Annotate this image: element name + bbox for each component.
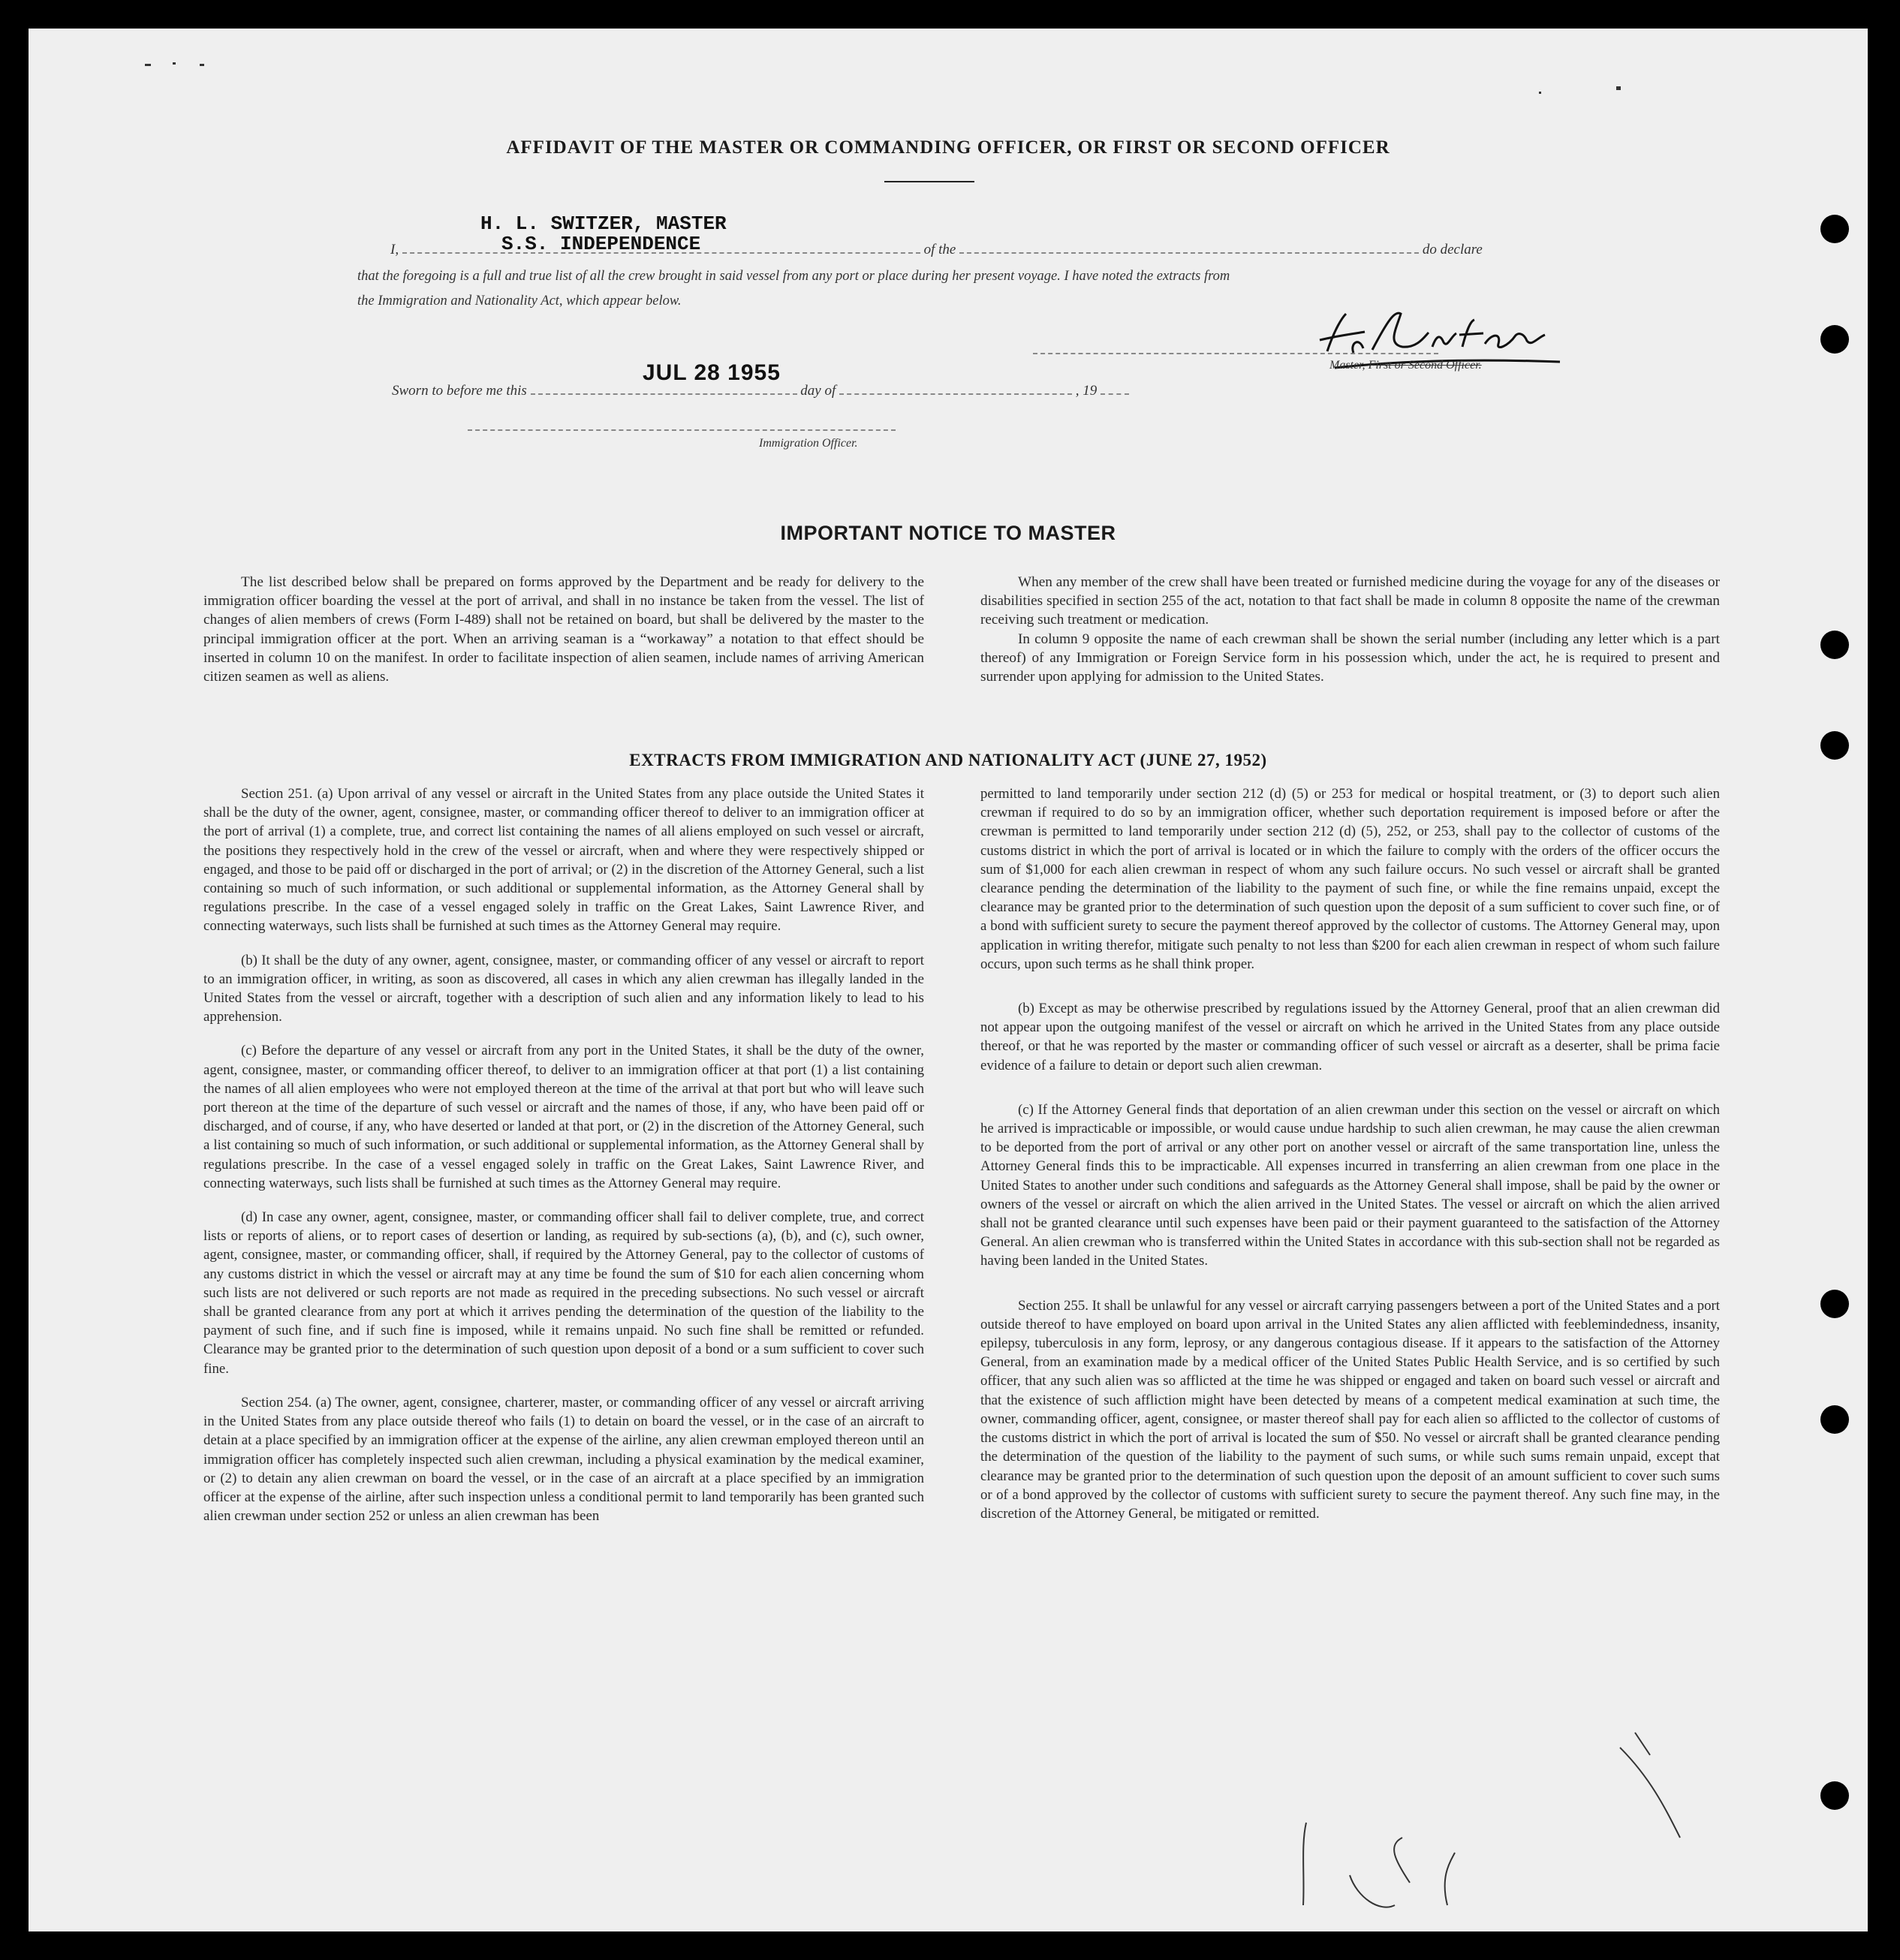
signature-caption <box>1329 359 1482 372</box>
typed-vessel: S.S. INDEPENDENCE <box>501 233 701 255</box>
extracts-right-column <box>980 784 1720 1523</box>
scan-speck <box>1616 86 1621 90</box>
immigration-officer-label: Immigration Officer. <box>759 437 858 450</box>
section-255: Section 255. It shall be unlawful for any vessel or aircraft carrying passengers between a port of the United States and a port outside thereof to have employed on board upon arrival in the United States any alien afflicted with feeblemindedness, insanity, epilepsy, tuberculosis in any form, leprosy, or any dangerous contagious disease. If it appears to the satisfaction of the Attorney General, from an examination made by a medical officer of the United States Public Health Service, and is so certified by such officer, that any such alien was so afflicted at the time he was shipped or engaged and taken on board such vessel or aircraft and that the existence of such affliction might have been detected by means of a competent medical examination at such time, the owner, commanding officer, agent, consignee, or master thereof shall pay for each alien so afflicted to the collector of customs of the customs district in which the port of arrival is located the sum of $50. No vessel or aircraft shall be granted clearance pending the determination of the question of the liability to the payment of such sums, or while such sums remain unpaid, except that clearance may be granted prior to the determination of such question upon the deposit of an amount sufficient to cover such sums or of a bond approved by the collector of customs with sufficient surety to secure the payment thereof. Any such fine may, in the discretion of the Attorney General, be mitigated or remitted. <box>980 1297 1720 1522</box>
notice-title: IMPORTANT NOTICE TO MASTER <box>780 522 1116 544</box>
punch-hole <box>1820 215 1849 243</box>
vessel-blank <box>959 252 1419 254</box>
punch-hole <box>1820 1405 1849 1434</box>
sworn-day-blank <box>531 393 797 395</box>
affidavit-title: AFFIDAVIT OF THE MASTER OR COMMANDING OFFICER, OR FIRST OR SECOND OFFICER <box>506 137 1390 158</box>
notice-right-paragraph-2: In column 9 opposite the name of each crewman shall be shown the serial number (including any letter which is a part thereof) of any Immigration or Foreign Service form in his possession which, under the act, he is required to present and surrender upon applying for admission to the United States. <box>980 631 1720 685</box>
punch-hole <box>1820 631 1849 659</box>
section-254a-continued: permitted to land temporarily under section 212 (d) (5) or 253 for medical or hospital treatment, or (3) to deport such alien crewman if required to do so by an immigration officer, whether such deportation requirement is imposed before or after the crewman is permitted to land temporarily under section 212 (d) (5), 252, or 253, shall pay to the collector of customs of the customs district in which the port of arrival is located or in which the failure to comply with the orders of the officer occurs the sum of $1,000 for each alien crewman in respect of whom any such failure occurs. No such vessel or aircraft shall be granted clearance pending the determination of the liability to the payment of such fine, or while the fine remains unpaid, except the clearance may be granted prior to the determination of such question upon the deposit of a sum sufficient to cover such fine, or of a bond with sufficient surety to secure the payment thereof approved by the collector of customs. The Attorney General may, upon application in writing therefor, mitigate such penalty to not less than $200 for each alien crewman in respect of whom such failure occurs, upon such terms as he shall think proper. <box>980 786 1720 972</box>
master-caption: Master, <box>1329 359 1366 372</box>
of-the-label: of the <box>923 242 956 257</box>
name-blank <box>402 252 920 254</box>
declaration-line-1: that the foregoing is a full and true list of all the crew brought in said vessel from any port or place during her present voyage. I have noted the extracts from <box>357 269 1230 284</box>
notice-left-column <box>203 573 924 686</box>
officer-blank <box>468 429 896 431</box>
immigration-officer-line <box>468 419 896 435</box>
scan-speck <box>200 64 204 66</box>
notice-right-column <box>980 573 1720 686</box>
section-251a: Section 251. (a) Upon arrival of any vessel or aircraft in the United States from any place outside the United States it shall be the duty of the owner, agent, consignee, master, or commanding officer thereof to deliver to an immigration officer at the port of arrival (1) a complete, true, and correct list containing the names of all aliens employed on such vessel or aircraft, the positions they respectively hold in the crew of the vessel or aircraft, when and where they were respectively shipped or engaged, and those to be paid off or discharged in the port of arrival; or (2) in the discretion of the Attorney General, such a list containing so much of such information, or such additional or supplemental information, as the Attorney General shall by regulations prescribe. In the case of a vessel engaged solely in traffic on the Great Lakes, Saint Lawrence River, and connecting waterways, such lists shall be furnished at such times as the Attorney General may require. <box>203 786 924 935</box>
scan-speck <box>145 64 151 66</box>
scan-speck <box>1539 92 1541 94</box>
i-label: I, <box>390 242 399 257</box>
section-251d: (d) In case any owner, agent, consignee, master, or commanding officer shall fail to deliver complete, true, and correct lists or reports of aliens, or to report cases of desertion or landing, as required by sub-sections (a), (b), and (c), such owner, agent, consignee, master, or commanding officer, shall, if required by the Attorney General, pay to the collector of customs of any customs district in which the vessel or aircraft may at any time be found the sum of $10 for each alien concerning whom such lists are not delivered or such reports are not made as required in the preceding subsections. No such vessel or aircraft shall be granted clearance from any port at which it arrives pending the determination of the question of the liability to the payment of such fine, and if such fine is imposed, while it remains unpaid. No such fine shall be remitted or refunded. Clearance may be granted prior to the determination of such question upon deposit of a bond or a sum sufficient to cover such fine. <box>203 1209 924 1377</box>
extracts-left-column <box>203 784 924 1525</box>
document-page <box>29 29 1868 1931</box>
notice-right-paragraph-1: When any member of the crew shall have been treated or furnished medicine during the voyage for any of the diseases or disabilities specified in section 255 of the act, notation to that fact shall be made in column 8 opposite the name of the crewman receiving such treatment or medication. <box>980 574 1720 628</box>
year-blank <box>1101 393 1129 395</box>
do-declare-label: do declare <box>1422 242 1483 257</box>
section-251c: (c) Before the departure of any vessel or aircraft from any port in the United States, it shall be the duty of the owner, agent, consignee, master, or commanding officer thereof, to deliver to an immigration officer at that port (1) a list containing the names of all alien employees who were not employed thereon at the time of the arrival at that port but who will leave such port thereon at the time of the departure of such vessel or aircraft and the names of those, if any, who have been paid off or discharged, and of course, if any, who have deserted or landed at that port, or (2) in the discretion of the Attorney General, such a list containing so much of such information, or such additional or supplemental information, as the Attorney General shall by regulations prescribe. In the case of a vessel engaged solely in traffic on the Great Lakes, Saint Lawrence River, and connecting waterways, such lists shall be furnished at such times as the Attorney General may require. <box>203 1043 924 1191</box>
punch-hole <box>1820 325 1849 354</box>
title-divider <box>884 181 974 182</box>
section-254c: (c) If the Attorney General finds that deportation of an alien crewman under this section on the vessel or aircraft on which he arrived is impracticable or impossible, or would cause undue hardship to such alien crewman, he may cause the alien crewman to be deported from the port of arrival or any other port on another vessel or aircraft of the same transportation line, unless the Attorney General finds this to be impracticable. All expenses incurred in transferring an alien crewman from one place in the United States to another under such conditions and safeguards as the Attorney General shall impose, shall be paid by the owner or owners of the vessel or aircraft on which the alien arrived in the United States. The vessel or aircraft on which the alien arrived shall not be granted clearance until such expenses have been paid or their payment guaranteed to the satisfaction of the Attorney General. An alien crewman who is transferred within the United States in accordance with this sub-section shall not be regarded as having been landed in the United States. <box>980 1101 1720 1269</box>
notice-left-paragraph: The list described below shall be prepared on forms approved by the Department and be ready for delivery to the immigration officer boarding the vessel at the port of arrival, and shall in no instance be taken from the vessel. The list of changes of alien members of crews (Form I-489) shall not be retained on board, but shall be delivered by the master to the principal immigration officer at the port. When an arriving seaman is a “workaway” a notation to that effect should be inserted in column 10 on the manifest. In order to facilitate inspection of alien seamen, include names of arriving American citizen seamen as well as aliens. <box>203 574 924 685</box>
scan-speck <box>173 62 176 65</box>
section-254b: (b) Except as may be otherwise prescribed by regulations issued by the Attorney General, proof that an alien crewman did not appear upon the outgoing manifest of the vessel or aircraft on which he arrived in the United States from any place outside thereof, or that he was reported by the master or commanding officer of such vessel or aircraft as a deserter, shall be prima facie evidence of a failure to detain or deport such alien crewman. <box>980 1001 1720 1073</box>
affidavit-declare-line <box>390 242 1483 258</box>
extracts-title: EXTRACTS FROM IMMIGRATION AND NATIONALITY ACT (JUNE 27, 1952) <box>629 751 1267 769</box>
day-of-label: day of <box>800 383 836 399</box>
month-blank <box>839 393 1072 395</box>
struck-officer-caption: First or Second Officer. <box>1368 359 1482 372</box>
typed-name: H. L. SWITZER, MASTER <box>480 212 727 235</box>
section-254a: Section 254. (a) The owner, agent, consignee, charterer, master, or commanding officer of any vessel or aircraft arriving in the United States from any place outside thereof who fails (1) to detain on board the vessel, or in the case of an aircraft to detain at a place specified by an immigration officer at the expense of the airline, any alien crewman employed thereon until an immigration officer has completely inspected such alien crewman, including a physical examination by the medical examiner, or (2) to detain any alien crewman on board the vessel, or in the case of an aircraft at a place specified by an immigration officer at the expense of the airline, after such inspection unless a conditional permit to land temporarily has been granted such alien crewman under section 252 or unless an alien crewman has been <box>203 1394 924 1525</box>
declaration-line-2: the Immigration and Nationality Act, which appear below. <box>357 294 682 309</box>
section-251b: (b) It shall be the duty of any owner, agent, consignee, master, or commanding officer of any vessel or aircraft to report to an immigration officer, in writing, as soon as discovered, all cases in which any alien crewman has illegally landed in the United States from the vessel or aircraft, together with a description of such alien and any information likely to lead to his apprehension. <box>203 952 924 1025</box>
punch-hole <box>1820 1781 1849 1810</box>
pen-scribbles <box>1260 1725 1710 1920</box>
year-label: , 19 <box>1075 383 1098 399</box>
date-stamp: JUL 28 1955 <box>643 360 781 385</box>
punch-hole <box>1820 1290 1849 1318</box>
sworn-label: Sworn to before me this <box>392 383 527 399</box>
